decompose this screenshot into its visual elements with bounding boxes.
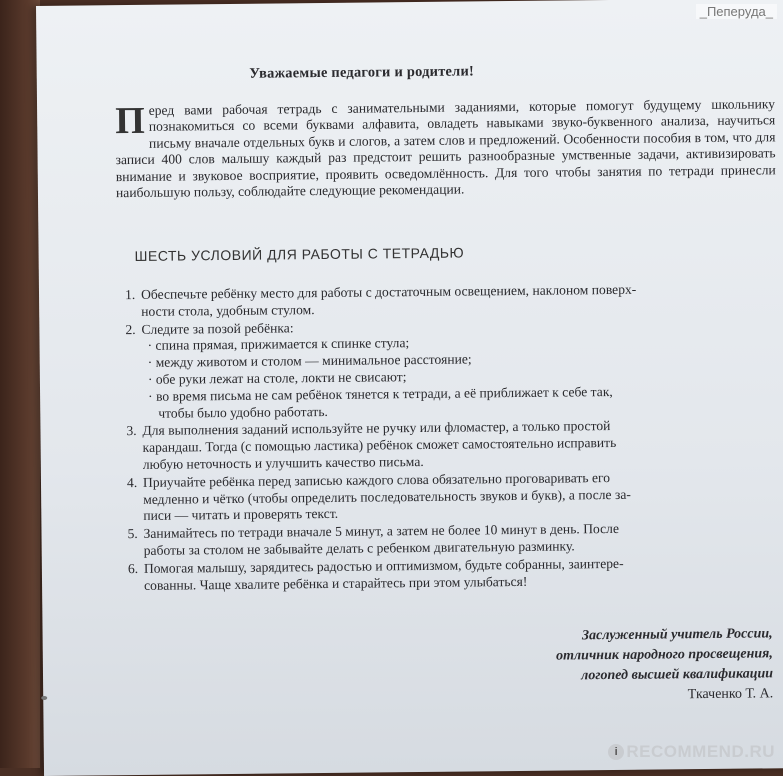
recommend-logo-icon: i: [608, 744, 624, 760]
rule-text: любую неточность и улучшить качество письма.: [142, 453, 424, 472]
rule-item-3: [126, 417, 783, 474]
author-title-2: отличник народного просвещения,: [555, 646, 773, 664]
recommend-text: RECOMMEND.RU: [626, 742, 775, 761]
rule-text: ности стола, удобным стулом.: [141, 301, 315, 319]
document-page: [36, 0, 783, 776]
rule-number: 5.: [127, 526, 138, 542]
rule-item-1: [125, 280, 783, 321]
rule-text: писи — читать и проверять текст.: [143, 506, 339, 524]
rules-list: [125, 280, 783, 595]
rule-text: Помогая малышу, зарядитесь радостью и оптимизмом, будьте собранны, заинтере-: [143, 555, 624, 576]
rule-text: Приучайте ребёнка перед записью каждого слова обязательно проговаривать его: [142, 469, 611, 490]
author-name: Ткаченко Т. А.: [687, 686, 774, 703]
intro-paragraph: [115, 96, 776, 201]
drop-cap: П: [114, 99, 145, 143]
rule-item-5: [127, 519, 783, 560]
rule-number: 4.: [126, 474, 138, 490]
rule-number: 3.: [126, 423, 137, 439]
rule-text: сованны. Чаще хвалите ребёнка и старайтесь при этом улыбаться!: [143, 573, 528, 593]
rule-text: Следите за позой ребёнка:: [141, 319, 294, 337]
bullet-item: · во время письма не сам ребёнок тянется к тетради, а её приближает к себе так,: [148, 383, 613, 404]
intro-text: еред вами рабочая тетрадь с занимательными заданиями, которые помогут будущему школьнику познакомиться со всеми буквами алфавита, овладеть навыками звуко-буквенного анализа, научиться письму вначале отдельных букв и слогов, а затем слов и предложений. Особенности пособия в том, что для записи 400 слов малышу каждый раз предстоит решить разнообразные умственные задачи, активизировать внимание и звуковое восприятие, проявить осведомлённость. Для того чтобы занятия по тетради принесли наибольшую пользу, соблюдайте следующие рекомендации.: [115, 96, 776, 201]
rule-number: 1.: [124, 286, 136, 303]
bullet-item-continued: чтобы было удобно работать.: [158, 403, 328, 421]
author-title-1: Заслуженный учитель России,: [581, 626, 773, 644]
bullet-item: · обе руки лежат на столе, локти не свисают;: [147, 369, 407, 387]
page-mark: [41, 696, 47, 700]
bullet-item: · между животом и столом — минимальное расстояние;: [147, 351, 472, 371]
rule-number: 6.: [127, 560, 139, 576]
watermark-username: _Пеперуда_: [696, 4, 777, 19]
rule-item-6: [128, 554, 783, 595]
bullet-item: · спина прямая, прижимается к спинке стула;: [147, 335, 410, 354]
background-shadow: [0, 0, 40, 768]
author-signature: [556, 624, 774, 706]
rule-item-4: [127, 468, 783, 525]
rule-text: медленно и чётко (чтобы определить последовательность звуков и букв), а после за-: [143, 486, 631, 507]
author-title-3: логопед высшей квалификации: [581, 666, 774, 684]
rule-text: работы за столом не забывайте делать с ребенком двигательную разминку.: [143, 538, 575, 558]
watermark-recommend: [608, 742, 775, 762]
rule-text: Занимайтесь по тетради вначале 5 минут, а затем не более 10 минут в день. После: [143, 521, 620, 542]
page-title: Уважаемые педагоги и родители!: [249, 63, 475, 82]
rule-item-2: [125, 315, 783, 423]
rule-text: карандаш. Тогда (с помощью ластика) ребёнок сможет самостоятельно исправить: [142, 435, 617, 456]
rule-text: Обеспечьте ребёнку место для работы с достаточным освещением, наклоном поверх-: [140, 281, 637, 302]
rule-text: Для выполнения заданий используйте не ручку или фломастер, а только простой: [142, 418, 611, 439]
section-title: ШЕСТЬ УСЛОВИЙ ДЛЯ РАБОТЫ С ТЕТРАДЬЮ: [134, 244, 465, 264]
rule-number: 2.: [125, 321, 136, 337]
